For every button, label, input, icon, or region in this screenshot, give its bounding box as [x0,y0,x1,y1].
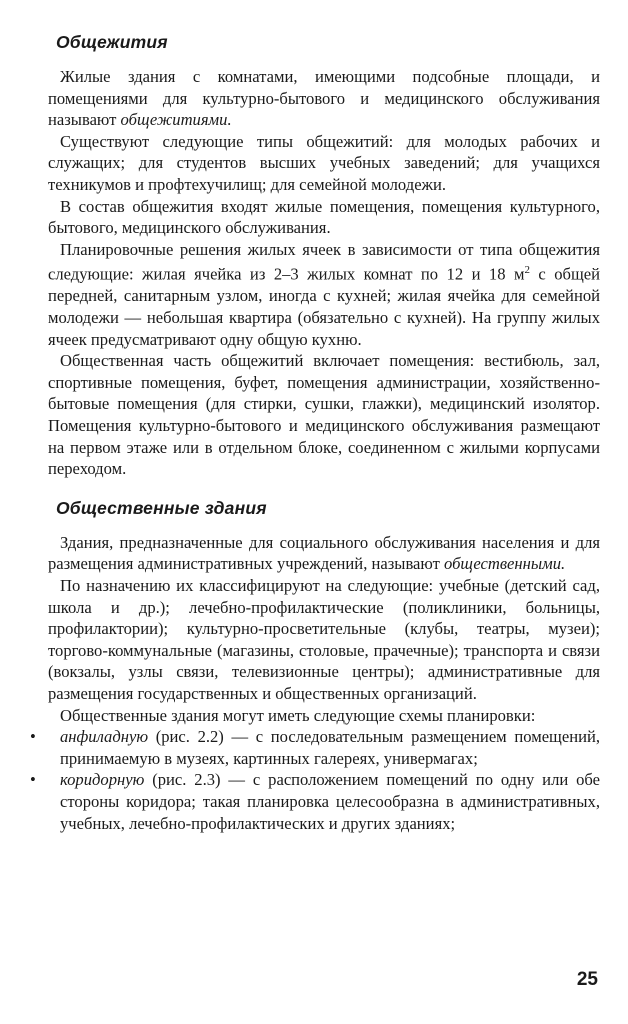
paragraph: В состав общежития входят жилые помещения, помещения культурного, бытового, медицинского обслуживания. [48,196,600,238]
paragraph: Общественные здания могут иметь следующие схемы планировки: [60,705,536,725]
paragraph: Планировочные решения жилых ячеек в зависимости от типа общежития следующие: жилая ячейка из 2–3 жилых комнат по 12 и 18 $м^2$ с общей передней, санитарным узлом, иногда с кухней; жилая ячейка для семейной молодежи — небольшая квартира (обязательно с кухней). На группу жилых ячеек предусматривают одну общую кухню. [48,239,600,349]
paragraph: Общественная часть общежитий включает помещения: вестибюль, зал, спортивные помещения, буфет, помещения администрации, хозяйственно-бытовые помещения (для стирки, сушки, глажки), медицинский изолятор. Помещения культурно-бытового и медицинского обслуживания размещают на первом этаже или в отдельном блоке, соединенном с жилыми корпусами переходом. [48,351,600,479]
list-item: • коридорную (рис. 2.3) — с расположением помещений по одну или обе стороны коридора; такая планировка целесообразна в административных, учебных, лечебно-профилактических и других зданиях; [30,770,600,833]
layout-schemes-list [30,726,600,834]
paragraph: Жилые здания с комнатами, имеющими подсобные площади, и помещениями для культурно-бытового и медицинского обслуживания называют общежитиями. [48,67,600,130]
section-heading-dormitories: Общежития [56,32,168,52]
paragraph: Существуют следующие типы общежитий: для молодых рабочих и служащих; для студентов высших учебных заведений; для учащихся техникумов и профтехучилищ; для семейной молодежи. [48,131,600,194]
paragraph: Здания, предназначенные для социального обслуживания населения и для размещения административных учреждений, называют общественными. [48,532,600,574]
bullet-icon: • [30,727,36,747]
bullet-icon: • [30,770,36,790]
page-number: 25 [576,969,598,990]
paragraph: По назначению их классифицируют на следующие: учебные (детский сад, школа и др.); лечебно-профилактические (поликлиники, больницы, профилактории); культурно-просветительные (клубы, театры, музеи); торгово-коммунальные (магазины, столовые, прачечные); транспорта и связи (вокзалы, узлы связи, телевизионные центры); административные для размещения государственных и общественных организаций. [48,576,600,703]
section-heading-public-buildings: Общественные здания [56,497,267,518]
list-item: • анфиладную (рис. 2.2) — с последовательным размещением помещений, принимаемую в музеях, картинных галереях, универмагах; [30,727,600,768]
defined-term: общежитиями. [120,110,232,130]
defined-term: общественными. [444,554,566,574]
